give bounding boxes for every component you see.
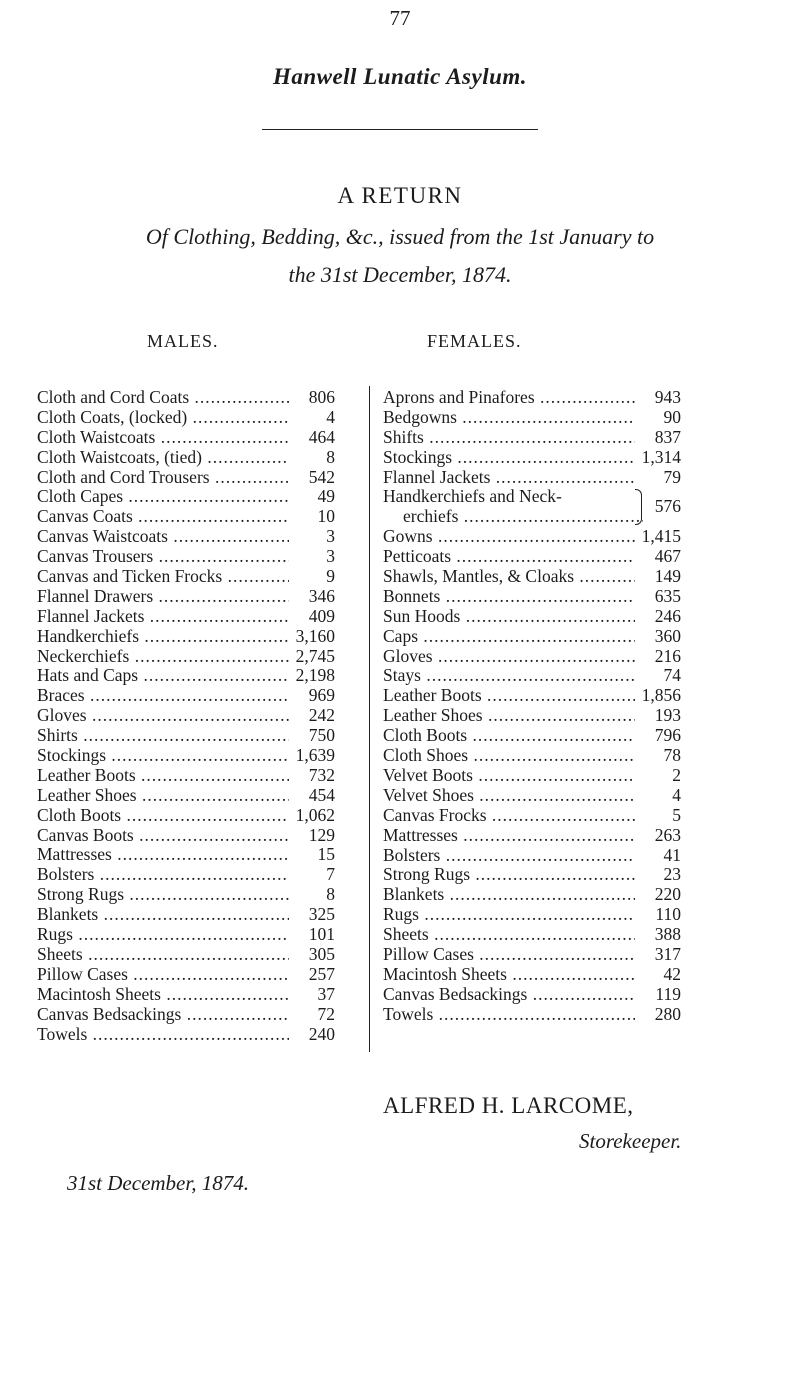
item-label-continued: erchiefs ..... (383, 507, 643, 527)
item-label: Cloth Waistcoats, (tied) ..... (37, 448, 289, 468)
item-quantity: 240 (308, 1023, 335, 1044)
item-label: Canvas Waistcoats ..... (37, 527, 289, 547)
list-item (383, 627, 681, 647)
list-item (37, 388, 335, 408)
item-quantity: 101 (308, 924, 335, 945)
item-label: Canvas Bedsackings ..... (383, 985, 635, 1005)
item-quantity: 42 (663, 963, 681, 984)
column-divider (369, 386, 370, 1052)
item-quantity: 246 (654, 605, 681, 626)
item-label: Cloth Boots ..... (383, 726, 635, 746)
item-label: Canvas Coats ..... (37, 507, 289, 527)
item-quantity: 2 (672, 764, 681, 785)
list-item (383, 448, 681, 468)
list-item (37, 945, 335, 965)
list-item (383, 527, 681, 547)
list-item (383, 806, 681, 826)
item-quantity: 15 (317, 844, 335, 865)
item-label: Neckerchiefs ..... (37, 647, 289, 667)
item-quantity: 3 (326, 526, 335, 547)
item-label: Canvas Boots ..... (37, 826, 289, 846)
item-quantity: 49 (317, 486, 335, 507)
item-quantity: 78 (663, 745, 681, 766)
list-item (383, 547, 681, 567)
item-label: Strong Rugs ..... (37, 885, 289, 905)
item-quantity: 8 (326, 884, 335, 905)
list-item (37, 786, 335, 806)
item-label: Leather Boots ..... (383, 686, 635, 706)
item-quantity: 2,745 (295, 645, 335, 666)
item-label: Canvas Frocks ..... (383, 806, 635, 826)
item-label: Cloth Boots ..... (37, 806, 289, 826)
item-label: Rugs ..... (37, 925, 289, 945)
list-item (383, 746, 681, 766)
list-item (37, 1005, 335, 1025)
item-quantity: 1,856 (641, 685, 681, 706)
list-item (37, 686, 335, 706)
item-label: Stockings ..... (383, 448, 635, 468)
list-item (383, 666, 681, 686)
list-item (37, 507, 335, 527)
list-item (383, 408, 681, 428)
list-item (383, 925, 681, 945)
item-label: Canvas and Ticken Frocks ..... (37, 567, 289, 587)
list-item (383, 846, 681, 866)
item-label: Caps ..... (383, 627, 635, 647)
item-label: Canvas Bedsackings ..... (37, 1005, 289, 1025)
item-quantity: 4 (672, 784, 681, 805)
list-item (37, 985, 335, 1005)
list-item (37, 826, 335, 846)
item-quantity: 90 (663, 406, 681, 427)
item-label: Cloth and Cord Coats ..... (37, 388, 289, 408)
list-item (383, 587, 681, 607)
item-label: Stockings ..... (37, 746, 289, 766)
item-label: Pillow Cases ..... (383, 945, 635, 965)
list-item (37, 607, 335, 627)
item-label: Canvas Trousers ..... (37, 547, 289, 567)
item-quantity: 4 (326, 406, 335, 427)
item-label: Bolsters ..... (383, 846, 635, 866)
list-item (37, 647, 335, 667)
item-label: Gloves ..... (383, 647, 635, 667)
item-label: Bolsters ..... (37, 865, 289, 885)
list-item (383, 826, 681, 846)
females-heading: FEMALES. (427, 331, 522, 351)
item-quantity: 325 (308, 904, 335, 925)
item-label: Shawls, Mantles, & Cloaks ..... (383, 567, 635, 587)
list-item (37, 845, 335, 865)
item-quantity: 37 (317, 983, 335, 1004)
item-quantity: 7 (326, 864, 335, 885)
list-item (383, 885, 681, 905)
item-label: Strong Rugs ..... (383, 865, 635, 885)
item-label: Rugs ..... (383, 905, 635, 925)
list-item (383, 647, 681, 667)
list-item (37, 487, 335, 507)
storekeeper-name: ALFRED H. LARCOME, (383, 1093, 634, 1118)
item-quantity: 837 (654, 426, 681, 447)
item-label: Shirts ..... (37, 726, 289, 746)
item-label: Cloth and Cord Trousers ..... (37, 468, 289, 488)
item-quantity: 969 (308, 685, 335, 706)
item-quantity: 750 (308, 725, 335, 746)
item-label: Mattresses ..... (37, 845, 289, 865)
page-number: 77 (389, 6, 411, 30)
list-item (383, 686, 681, 706)
item-quantity: 467 (654, 546, 681, 567)
item-quantity: 806 (308, 387, 335, 407)
item-quantity: 257 (308, 963, 335, 984)
item-label: Sheets ..... (383, 925, 635, 945)
list-item (383, 786, 681, 806)
item-quantity: 129 (308, 824, 335, 845)
list-item (37, 666, 335, 686)
return-date: 31st December, 1874. (67, 1171, 249, 1195)
list-item (383, 487, 681, 527)
list-item (37, 627, 335, 647)
item-quantity: 2,198 (295, 665, 335, 686)
item-quantity: 346 (308, 585, 335, 606)
list-item (383, 905, 681, 925)
item-quantity: 542 (308, 466, 335, 487)
item-label: Blankets ..... (383, 885, 635, 905)
item-label: Gowns ..... (383, 527, 635, 547)
list-item (37, 965, 335, 985)
list-item (37, 468, 335, 488)
males-heading: MALES. (147, 331, 219, 351)
item-label: Cloth Shoes ..... (383, 746, 635, 766)
item-label: Macintosh Sheets ..... (383, 965, 635, 985)
item-quantity: 110 (655, 904, 681, 925)
list-item (37, 726, 335, 746)
item-label: Hats and Caps ..... (37, 666, 289, 686)
list-item (37, 1025, 335, 1045)
list-item (37, 428, 335, 448)
title-rule (262, 129, 538, 130)
list-item (37, 408, 335, 428)
return-heading: A RETURN (337, 183, 463, 208)
list-item (383, 1005, 681, 1025)
item-label: Flannel Jackets ..... (37, 607, 289, 627)
list-item (383, 567, 681, 587)
storekeeper-role: Storekeeper. (579, 1129, 682, 1153)
item-label: Mattresses ..... (383, 826, 635, 846)
item-label: Shifts ..... (383, 428, 635, 448)
list-item (37, 746, 335, 766)
item-quantity: 23 (663, 864, 681, 885)
list-item (383, 965, 681, 985)
item-label: Handkerchiefs ..... (37, 627, 289, 647)
item-label: Pillow Cases ..... (37, 965, 289, 985)
item-label: Flannel Jackets ..... (383, 468, 635, 488)
subtitle-line-2: the 31st December, 1874. (288, 262, 512, 287)
item-label: Cloth Waistcoats ..... (37, 428, 289, 448)
item-quantity: 635 (654, 585, 681, 606)
item-label: Bedgowns ..... (383, 408, 635, 428)
item-quantity: 360 (654, 625, 681, 646)
item-label: Towels ..... (383, 1005, 635, 1025)
list-item (37, 925, 335, 945)
item-label: Cloth Capes ..... (37, 487, 289, 507)
item-quantity: 149 (654, 566, 681, 587)
males-list (37, 388, 335, 1044)
list-item (37, 547, 335, 567)
item-quantity: 796 (654, 725, 681, 746)
item-label: Handkerchiefs and Neck- (383, 487, 562, 507)
females-list (383, 388, 681, 1025)
list-item (383, 865, 681, 885)
item-quantity: 3 (326, 546, 335, 567)
item-label: Gloves ..... (37, 706, 289, 726)
item-quantity: 388 (654, 924, 681, 945)
list-item (383, 945, 681, 965)
item-quantity: 193 (654, 705, 681, 726)
item-label: Sun Hoods ..... (383, 607, 635, 627)
item-quantity: 454 (308, 784, 335, 805)
item-label: Aprons and Pinafores ..... (383, 388, 635, 408)
item-quantity: 1,639 (295, 745, 335, 766)
list-item (37, 527, 335, 547)
item-quantity: 3,160 (295, 625, 335, 646)
item-label: Blankets ..... (37, 905, 289, 925)
item-label: Bonnets ..... (383, 587, 635, 607)
item-quantity: 74 (663, 665, 681, 686)
item-label: Flannel Drawers ..... (37, 587, 289, 607)
list-item (383, 468, 681, 488)
item-quantity: 79 (663, 466, 681, 487)
item-label: Velvet Shoes ..... (383, 786, 635, 806)
list-item (383, 766, 681, 786)
item-quantity: 576 (654, 496, 681, 517)
item-quantity: 943 (654, 387, 681, 407)
item-quantity: 1,062 (295, 804, 335, 825)
list-item (37, 567, 335, 587)
item-quantity: 72 (317, 1003, 335, 1024)
list-item (383, 428, 681, 448)
item-label: Sheets ..... (37, 945, 289, 965)
list-item (37, 766, 335, 786)
list-item (37, 587, 335, 607)
list-item (37, 905, 335, 925)
list-item (37, 806, 335, 826)
item-quantity: 1,415 (641, 526, 681, 547)
item-quantity: 732 (308, 764, 335, 785)
item-quantity: 409 (308, 605, 335, 626)
item-quantity: 9 (326, 566, 335, 587)
item-quantity: 242 (308, 705, 335, 726)
subtitle-line-1: Of Clothing, Bedding, &c., issued from the 1st January to (145, 224, 655, 249)
institution-title: Hanwell Lunatic Asylum. (272, 64, 528, 89)
list-item (37, 865, 335, 885)
item-quantity: 305 (308, 943, 335, 964)
item-quantity: 280 (654, 1003, 681, 1024)
list-item (37, 448, 335, 468)
item-label: Leather Shoes ..... (37, 786, 289, 806)
item-quantity: 317 (654, 943, 681, 964)
item-quantity: 263 (654, 824, 681, 845)
list-item (37, 885, 335, 905)
item-label: Leather Shoes ..... (383, 706, 635, 726)
item-label: Velvet Boots ..... (383, 766, 635, 786)
item-label: Leather Boots ..... (37, 766, 289, 786)
list-item (383, 985, 681, 1005)
item-label: Braces ..... (37, 686, 289, 706)
item-quantity: 41 (663, 844, 681, 865)
item-label: Towels ..... (37, 1025, 289, 1045)
item-quantity: 10 (317, 506, 335, 527)
list-item (383, 706, 681, 726)
list-item (37, 706, 335, 726)
item-label: Petticoats ..... (383, 547, 635, 567)
list-item (383, 607, 681, 627)
item-quantity: 1,314 (641, 446, 681, 467)
item-label: Macintosh Sheets ..... (37, 985, 289, 1005)
item-quantity: 464 (308, 426, 335, 447)
list-item (383, 726, 681, 746)
item-label: Cloth Coats, (locked) ..... (37, 408, 289, 428)
item-quantity: 119 (655, 983, 681, 1004)
item-quantity: 216 (654, 645, 681, 666)
item-quantity: 5 (672, 804, 681, 825)
item-quantity: 220 (654, 884, 681, 905)
list-item (383, 388, 681, 408)
item-quantity: 8 (326, 446, 335, 467)
item-label: Stays ..... (383, 666, 635, 686)
